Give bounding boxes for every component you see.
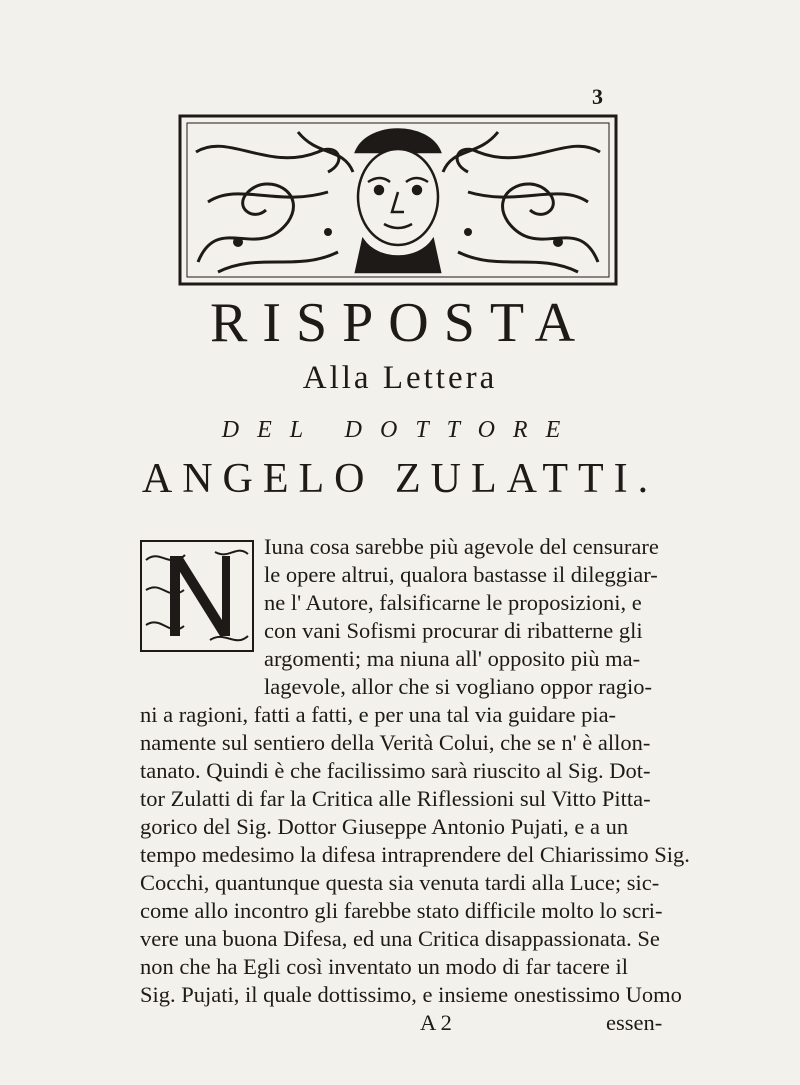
text-line: lagevole, allor che si vogliano oppor ragio- — [264, 674, 653, 699]
text-line: Cocchi, quantunque questa sia venuta tardi alla Luce; sic- — [140, 870, 660, 895]
title-del-dottore: DEL DOTTORE — [221, 417, 579, 443]
text-line: tempo medesimo la difesa intraprendere del Chiarissimo Sig. — [140, 842, 690, 867]
title-alla-lettera: Alla Lettera — [302, 360, 498, 396]
text-line: tor Zulatti di far la Critica alle Riflessioni sul Vitto Pitta- — [140, 786, 651, 811]
text-line: ni a ragioni, fatti a fatti, e per una tal via guidare pia- — [140, 702, 617, 727]
text-line: con vani Sofismi procurar di ribatterne gli — [264, 618, 643, 643]
catchword: essen- — [606, 1010, 663, 1035]
text-line: non che ha Egli così inventato un modo di far tacere il — [140, 954, 628, 979]
page-number: 3 — [592, 84, 603, 109]
ornamental-headpiece-icon — [178, 112, 618, 288]
title-risposta: RISPOSTA — [209, 292, 591, 354]
decorated-initial-icon — [140, 540, 254, 652]
text-line: Sig. Pujati, il quale dottissimo, e insieme onestissimo Uomo — [140, 982, 682, 1007]
text-line: ne l' Autore, falsificarne le proposizioni, e — [264, 590, 642, 615]
text-line: gorico del Sig. Dottor Giuseppe Antonio Pujati, e a un — [140, 814, 629, 839]
text-line: namente sul sentiero della Verità Colui, che se n' è allon- — [140, 730, 651, 755]
signature-mark: A 2 — [420, 1010, 452, 1035]
text-line: le opere altrui, qualora bastasse il dileggiar- — [264, 562, 658, 587]
title-angelo-zulatti: ANGELO ZULATTI. — [141, 456, 659, 502]
text-line: tanato. Quindi è che facilissimo sarà riuscito al Sig. Dot- — [140, 758, 651, 783]
text-line: argomenti; ma niuna all' opposito più ma- — [264, 646, 641, 671]
text-line: vere una buona Difesa, ed una Critica disappassionata. Se — [140, 926, 660, 951]
text-line: come allo incontro gli farebbe stato difficile molto lo scri- — [140, 898, 663, 923]
text-line: Iuna cosa sarebbe più agevole del censurare — [264, 534, 659, 559]
